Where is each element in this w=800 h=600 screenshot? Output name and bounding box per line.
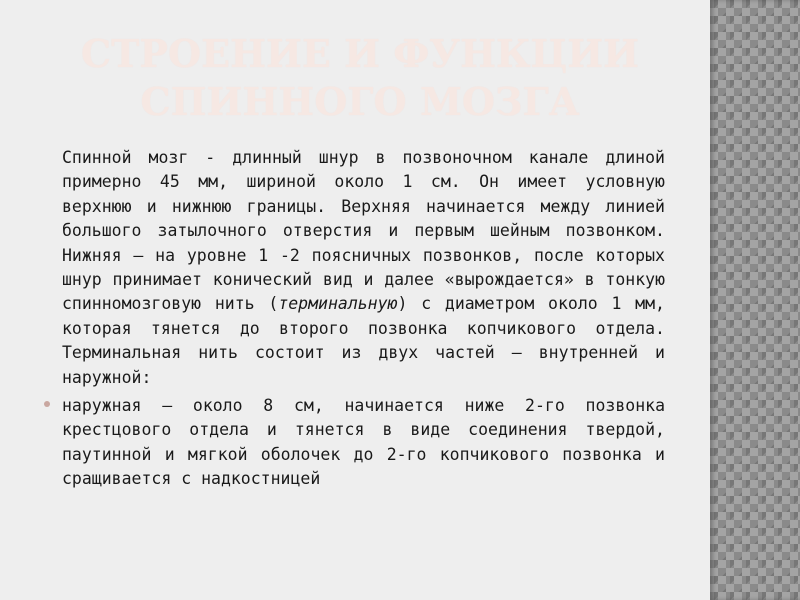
bullet-item-text: наружная — около 8 см, начинается ниже 2-го позвонка крестцового отдела и тянется в виде соединения твердой, паутинной и мягкой оболочек до 2-го копчикового позвонка и сращивается с надкостницей <box>62 396 665 489</box>
italic-term: терминальную <box>278 294 398 314</box>
slide-title-line-2: СПИННОГО МОЗГА <box>140 79 580 124</box>
bullet-list-item <box>40 394 665 492</box>
paragraph-text-end: ) с диаметром около 1 мм, которая тянется до второго позвонка копчикового отдела. Терминальная нить состоит из двух частей – внутренней и наружной: <box>62 294 665 387</box>
paragraph-text-start: Спинной мозг - длинный шнур в позвоночном канале длиной примерно 45 мм, шириной около 1 см. Он имеет условную верхнюю и нижнюю границы. Верхняя начинается между линией большого затылочного отверстия и первым шейным позвонком. Нижняя – на уровне 1 -2 поясничных позвонков, после которых шнур принимает конический вид и далее «вырождается» в тонкую спинномозговую нить ( <box>62 148 665 314</box>
slide-title <box>20 30 700 126</box>
body-paragraph <box>40 146 665 390</box>
slide-title-line-1: СТРОЕНИЕ И ФУНКЦИИ <box>80 31 640 76</box>
decorative-side-panel <box>710 0 800 600</box>
slide-body <box>40 146 665 492</box>
